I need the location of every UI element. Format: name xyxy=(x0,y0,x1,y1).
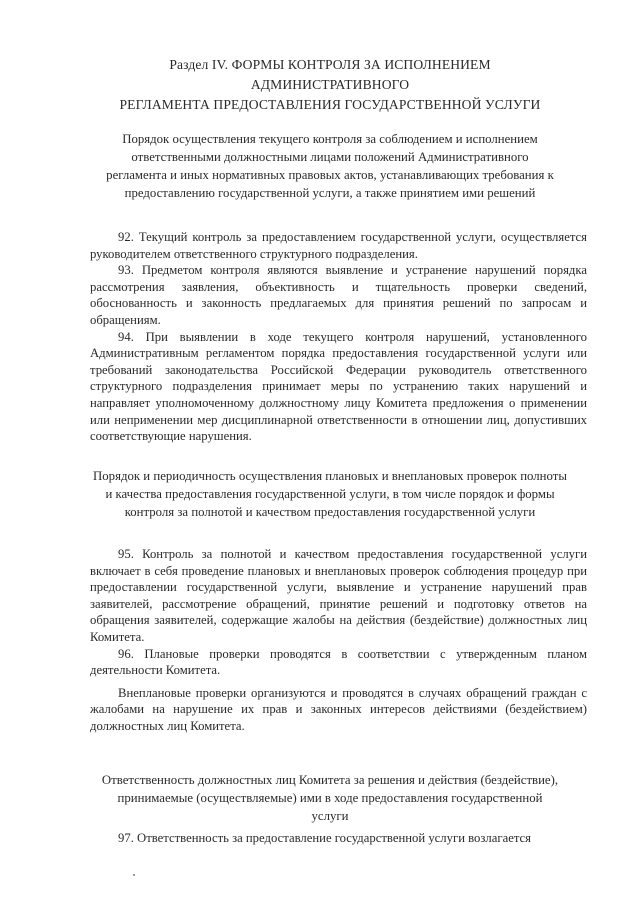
subheading-inspections: Порядок и периодичность осуществления плановых и внеплановых проверок полноты и качества предоставления государственной услуги, в том числе порядок и формы контроля за полнотой и качеством предоставления государственной услуги xyxy=(93,469,567,519)
subheading-current-control: Порядок осуществления текущего контроля за соблюдением и исполнением ответственными должностными лицами положений Административного регламента и иных нормативных правовых актов, устанавливающих требования к предоставлению государственной услуги, а также принятием ими решений xyxy=(106,132,554,200)
paragraph-92: 92. Текущий контроль за предоставлением государственной услуги, осуществляется руководителем ответственного структурного подразделения. xyxy=(90,230,587,261)
section-title-line: АДМИНИСТРАТИВНОГО xyxy=(250,77,410,92)
paragraph-93: 93. Предметом контроля являются выявление и устранение нарушений порядка рассмотрения заявления, объективность и тщательность проверки сведений, обоснованность и законность предлагаемых для принятия решений по запросам и обращениям. xyxy=(90,263,587,327)
section-inspections xyxy=(90,546,587,735)
paragraph-96: 96. Плановые проверки проводятся в соответствии с утвержденным планом деятельности Комитета. xyxy=(90,646,587,678)
paragraph-94: 94. При выявлении в ходе текущего контроля нарушений, установленного Административным регламентом порядка предоставления государственной услуги или требований законодательства Российской Федерации руководитель ответственного структурного подразделения принимает меры по устранению таких нарушений и направляет уполномоченному должностному лицу Комитета предложения о применении или неприменении мер дисциплинарной ответственности в отношении лиц, допустивших соответствующие нарушения. xyxy=(90,329,587,444)
paragraph-95: 95. Контроль за полнотой и качеством предоставления государственной услуги включает в себя проведение плановых и внеплановых проверок соблюдения процедур при предоставлении государственной услуги, выявление и устранение нарушений прав заявителей, рассмотрение обращений, принятие решений и подготовку ответов на обращения заявителей, содержащие жалобы на действия (бездействие) должностных лиц Комитета. xyxy=(90,547,587,644)
subheading-responsibility: Ответственность должностных лиц Комитета за решения и действия (бездействие), принимаемые (осуществляемые) ими в ходе предоставления государственной услуги xyxy=(101,773,559,823)
section-responsibility xyxy=(90,830,587,847)
paragraph-unscheduled-inspections: Внеплановые проверки организуются и проводятся в случаях обращений граждан с жалобами на нарушение их прав и законных интересов действиями (бездействием) должностных лиц Комитета. xyxy=(90,685,587,733)
section-title-line: Раздел IV. ФОРМЫ КОНТРОЛЯ ЗА ИСПОЛНЕНИЕМ xyxy=(169,57,491,72)
section-title xyxy=(80,55,580,115)
paragraph-97: 97. Ответственность за предоставление государственной услуги возлагается xyxy=(118,831,532,845)
section-title-line: РЕГЛАМЕНТА ПРЕДОСТАВЛЕНИЯ ГОСУДАРСТВЕННОЙ УСЛУГИ xyxy=(119,97,541,112)
scan-speck xyxy=(133,874,135,876)
section-current-control xyxy=(90,229,587,445)
